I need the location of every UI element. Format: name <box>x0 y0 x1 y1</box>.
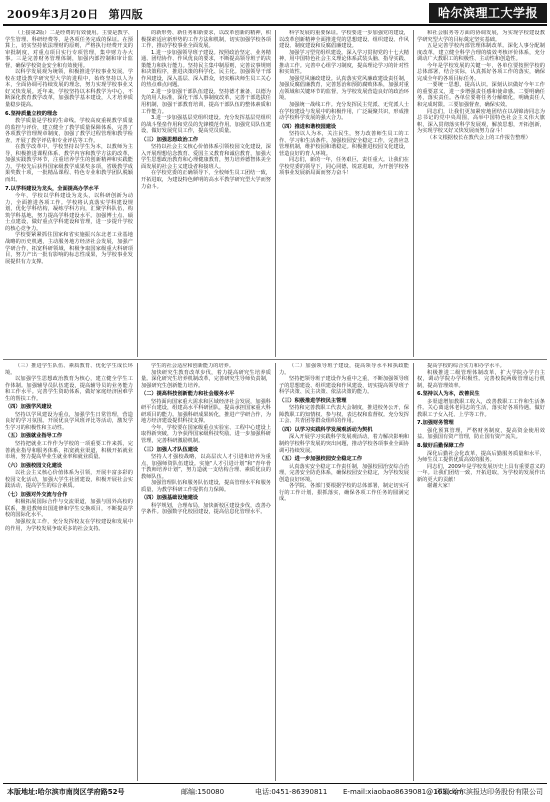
article-paragraph: 加快研究生教育改革步伐，着力提高研究生培养质量。深化研究生培养机制改革，完善研究生导师负责制，加强研究生创新能力培养。 <box>141 369 271 389</box>
section-heading: 7.加强财务管理 <box>417 420 454 427</box>
section-heading: （二）提高科技创新能力和社会服务水平 <box>141 391 235 398</box>
footer-email: E-mail:xiaobao8639081@163.com <box>343 788 464 796</box>
article-paragraph: 坚持人才强校战略，以高层次人才引进和培养为重点，加强师资队伍建设。实施“人才引进计划”和“青年骨干教师培养计划”，努力造就一支结构合理、素质优良的教师队伍。 <box>141 454 271 480</box>
column-bottom-mid <box>141 363 271 781</box>
article-paragraph: 加强管理队伍和服务队伍建设，提高管理水平和服务质量，为教学科研工作提供有力保障。 <box>141 480 271 493</box>
article-paragraph: 科学发展的重要保证。学校要进一步加强党的建设，以改革创新精神全面推进党的思想建设、组织建设、作风建设、制度建设和反腐倡廉建设。 <box>279 30 409 50</box>
article-paragraph: 在学校党委的正确领导下，全校师生员工团结一致，开拓进取，为建设特色鲜明的高水平教学研究型大学而努力奋斗。 <box>141 170 271 190</box>
article-paragraph: 坚持把就业工作作为学校的一项重要工作来抓，完善就业指导和服务体系，拓宽就业渠道，积极开拓就业市场，努力提高毕业生就业率和就业质量。 <box>5 441 133 461</box>
article-paragraph: 深入开展学习实践科学发展观活动，着力解决影响和制约学校科学发展的突出问题，推动学校各项事业全面协调可持续发展。 <box>279 434 409 454</box>
footer <box>3 785 547 799</box>
article-paragraph: 多渠道增加教职工收入，改善教职工工作和生活条件。关心离退休老同志的生活，落实好各项待遇。做好教职工子女入托、上学等工作。 <box>417 398 545 418</box>
column-top-left <box>5 30 133 357</box>
article-paragraph: 同志们，让我们更加紧密地团结在以胡锦涛同志为总书记的党中央周围，高举中国特色社会主义伟大旗帜，深入贯彻落实科学发展观，解放思想，开拓创新，为实现学校又好又快发展而努力奋斗！ <box>417 108 545 135</box>
article-paragraph: 各学院、各部门要根据学校的总体部署，制定切实可行的工作计划，狠抓落实，确保各项工作任务的圆满完成。 <box>279 483 409 503</box>
article-paragraph: 坚持面向国家重大需求和区域经济社会发展，加强科研平台建设，组建高水平科研团队，提高承担国家重大科研项目的能力。加强科研成果转化，推进产学研合作，为地方经济建设提供科技支撑。 <box>141 398 271 425</box>
section-heading: （五）进一步加强校园安全稳定工作 <box>279 456 363 463</box>
masthead-rule <box>3 24 547 26</box>
article-paragraph: 学校要紧紧抓住国家和省实施振兴东北老工业基地战略的历史机遇，主动服务地方经济社会发展，加强产学研合作，拓宽科研领域，积极争取国家级重大科研项目，努力产出一批有影响的标志性成果，为学校事业发展提供有力支撑。 <box>5 232 133 265</box>
column-divider <box>137 363 138 781</box>
section-heading: （三）加强思想政治工作 <box>141 136 199 143</box>
section-heading: （七）加强对外交流与合作 <box>5 491 68 498</box>
article-paragraph: 教学质量是学校的生命线。学校高度重视教学质量的监控与评价，建立健全了教学质量保障体系，完善了各项教学管理规章制度，加强了教学过程管理和教学检查，开展了教学评估和专业评估等工作。 <box>5 118 133 144</box>
column-divider <box>275 363 276 781</box>
article-paragraph: 1.进一步加强领导班子建设。按照政治坚定、业务精通、团结协作、作风优良的要求，不断提高领导班子的决策能力和执行能力。坚持民主集中制原则，完善议事规则和决策程序，推进决策的科学化、民主化。加强领导干部作风建设，深入基层、深入群众，切实解决师生员工关心的热点难点问题。 <box>141 49 271 89</box>
article-paragraph: 的新形势、新任务和新要求，以改革创新的精神，积极探索适应新形势的工作方法和机制，切实加强学校各项工作，推动学校事业全面发展。 <box>141 30 271 50</box>
article-paragraph: 坚持以社会主义核心价值体系引领校园文化建设，深入开展理想信念教育、爱国主义教育和诚信教育，加强大学生思想政治教育和心理健康教育，努力培养德智体美全面发展的社会主义建设者和接班人。 <box>141 144 271 170</box>
article-paragraph: （本文根据校长在教代会上的工作报告整理） <box>427 134 531 141</box>
newspaper-name: 哈尔滨理工大学报 <box>429 3 547 23</box>
section-heading: （五）加强就业指导工作 <box>5 433 63 440</box>
section-heading: （三）积极推进学校民主管理 <box>279 397 347 404</box>
article-paragraph: 2.进一步加强干部队伍建设。坚持德才兼备、以德为先的用人标准，深化干部人事制度改革，完善干部选拔任用机制，加强干部教育培训，提高干部队伍的整体素质和工作能力。 <box>141 88 271 115</box>
column-top-far-right <box>417 30 545 357</box>
article-paragraph: （二）加强领导班子建设，提高领导水平和执政能力。 <box>279 363 409 376</box>
section-heading: （四）以学习实践科学发展观活动为契机 <box>279 426 373 433</box>
footer-phone: 电话:0451-86390811 <box>255 788 328 796</box>
article-paragraph: （三）推进学生队伍、素质教育、优化学生成长环境。 <box>5 363 133 376</box>
article-paragraph: 坚持以学风建设为重点，加强学生日常管理，营造良好的学习氛围。开展优良学风班评比等活动，激发学生学习的积极性和主动性。 <box>5 411 133 431</box>
article-paragraph: 3.进一步加强基层党组织建设。充分发挥基层党组织的战斗堡垒作用和党员的先锋模范作用。加强党员队伍建设，做好发展党员工作，提高党员质量。 <box>141 115 271 135</box>
section-heading: 7.以学科建设为龙头，全面提高办学水平 <box>5 185 99 192</box>
article-paragraph: 坚持把领导班子建设作为重中之重，不断加强领导班子的思想建设、组织建设和作风建设，切实提高领导班子科学决策、民主决策、依法决策的能力。 <box>279 376 409 396</box>
article-paragraph: 积极拓展国际合作与交流渠道，加强与国外高校的联系，推进教师出国进修和学生交换项目，不断提高学校的国际化水平。 <box>5 499 133 519</box>
article-paragraph: 在教学改革中，学校坚持以学生为本，以教师为主导，积极推进课程体系、教学内容和教学方法的改革，加强实践教学环节，注重培养学生的创新精神和实践能力。学校先后获得国家级教学成果奖多项，省级教学成果奖数十项，一批精品课程、特色专业和教学团队脱颖而出。 <box>5 144 133 184</box>
article-paragraph: 同志们，新的一年，任务艰巨，责任重大。让我们在学校党委的领导下，同心同德，锐意进取，为开创学校各项事业发展新局面而努力奋斗！ <box>279 157 409 177</box>
masthead <box>3 3 547 29</box>
article-paragraph: 今年是学校发展的关键一年，各单位要按照学校的总体部署，结合实际，认真抓好各项工作的落实，确保完成全年的各项目标任务。 <box>417 62 545 82</box>
footer-address: 本版地址:哈尔滨市南岗区学府路52号 <box>7 788 125 796</box>
footer-rule <box>3 783 547 784</box>
article-paragraph: 加强学习型党组织建设。深入学习贯彻党的十七大精神，用中国特色社会主义理论体系武装头脑、指导实践、推动工作。完善中心组学习制度，提高理论学习的针对性和实效性。 <box>279 49 409 76</box>
article-paragraph: 谢谢大家！ <box>427 483 453 490</box>
section-heading: 8.做好后勤保障工作 <box>417 443 465 450</box>
section-heading: （四）加强学风建设 <box>5 404 52 411</box>
article-paragraph: 坚持和完善教职工代表大会制度，推进校务公开，保障教职工的知情权、参与权、表达权和监督权。充分发挥工会、共青团等群众组织的作用。 <box>279 405 409 425</box>
article-paragraph: 学生的社会适应和创新能力的培养。 <box>151 363 235 369</box>
column-divider <box>413 363 414 781</box>
article-paragraph: 加强统一战线工作。充分发挥民主党派、无党派人士在学校建设与发展中的积极作用，广泛凝聚共识，形成推动学校科学发展的强大合力。 <box>279 102 409 122</box>
article-paragraph: 加强党风廉政建设。认真落实党风廉政建设责任制，加强反腐倡廉教育，完善惩治和预防腐败体系，加强对重点领域和关键环节的监督，为学校发展营造良好的政治环境。 <box>279 75 409 102</box>
article-paragraph: （上接第2版）二是经费的有效使用。主要是教学、学生管理、科研经费等，是各项任务完成的保证。在预算上，切实坚持依法理财的原则，严格执行经费开支的审批制度，对重点项目实行专项管理，集中财力办大事。三是完善财务管理体制，加强内部控制和审计监督，确保学校资金安全和有效使用。 <box>5 30 133 69</box>
column-divider <box>137 30 138 357</box>
article-paragraph: 今年，学校以学科建设为龙头，以科研创新为动力，全面推进各项工作。学校将认真落实学科建设规划，优化学科结构，凝练学科方向，汇聚学科队伍，构筑学科基地，努力提高学科建设水平。加强博士点、硕士点建设，做好重点学科建设和管理，进一步提升学校的核心竞争力。 <box>5 193 133 232</box>
article-paragraph: 坚持以人为本，关注民生，努力改善师生员工的工作、学习和生活条件。加强校园安全稳定工作，完善应急管理机制，维护校园和谐稳定。积极推进校园文化建设，营造良好的育人环境。 <box>279 131 409 157</box>
page-number: 第四版 <box>108 8 144 21</box>
section-heading: （三）加强人才队伍建设 <box>141 446 199 453</box>
article-paragraph: 以加强学生思想政治教育为核心，建立健全学生工作体制。加强辅导员队伍建设，提高辅导员的业务能力和工作水平。完善学生资助体系，做好家庭经济困难学生的帮扶工作。 <box>5 376 133 402</box>
article-paragraph: 和社会服务等方面的协调发展，为实现学校建设教学研究型大学的目标奠定坚实基础。 <box>417 30 545 43</box>
section-heading: （四）推进和谐校园建设 <box>279 123 337 130</box>
newspaper-page <box>3 3 547 799</box>
article-paragraph: 积极推进二级管理体制改革，扩大学院办学自主权，调动学院办学积极性。完善校院两级管理运行机制，提高管理效率。 <box>417 369 545 389</box>
article-paragraph: 一要统一思想，提高认识。深刻认识做好今年工作的重要意义，进一步增强责任感和使命感。二要明确任务，落实责任。各单位要将任务分解细化，明确责任人和完成时限。三要加强督查，确保实效。 <box>417 82 545 109</box>
section-heading: 6.坚持以人为本，改善民生 <box>417 391 480 398</box>
column-bottom-far-right <box>417 363 545 781</box>
footer-printer: 印刷:哈尔滨报达印务股份有限公司 <box>435 788 543 796</box>
section-heading: （六）加强校园文化建设 <box>5 462 63 469</box>
article-paragraph: 深化后勤社会化改革，提高后勤服务质量和水平，为师生员工提供优质高效的服务。 <box>417 450 545 464</box>
footer-zip: 邮编:150080 <box>181 788 225 796</box>
article-paragraph: 科学规划，合理布局，加快新校区建设步伐，改善办学条件。加强数字化校园建设，提高信息化管理水平。 <box>141 502 271 516</box>
article-paragraph: 同志们，2009年是学校发展历史上具有重要意义的一年。让我们团结一致，开拓进取，为学校的发展作出新的更大的贡献！ <box>417 463 545 483</box>
article-paragraph: 提高学校的综合实力和办学水平。 <box>427 363 505 369</box>
column-divider <box>413 30 414 357</box>
article-paragraph: 以社会主义核心价值体系为引领，开展丰富多彩的校园文化活动，加强大学生社团建设，积极开展社会实践活动，提高学生的综合素质。 <box>5 470 133 490</box>
column-top-right <box>279 30 409 357</box>
column-divider <box>275 30 276 357</box>
article-paragraph: 强化预算管理，严格财务制度，提高资金使用效益。加强国有资产管理，防止国有资产流失。 <box>417 427 545 441</box>
article-paragraph: 以科学发展观为统领，积极推进学校事业发展。学校在建设教学研究型大学的进程中，始终坚持以人为本，全面协调可持续发展的理念，努力实现学校事业又好又快发展。近年来，学校坚持以本科教学为中心，不断深化教育教学改革，加强教学基本建设，人才培养质量稳步提高。 <box>5 69 133 109</box>
column-top-mid <box>141 30 271 357</box>
section-divider <box>3 359 547 360</box>
column-bottom-left <box>5 363 133 781</box>
issue-date-line <box>7 6 143 22</box>
section-heading: 6.坚持质量立校的理念 <box>5 110 58 117</box>
issue-date: 2009年3月20日 <box>7 8 99 21</box>
article-paragraph: 加强校友工作，充分发挥校友在学校建设和发展中的作用，为学校发展争取更多的社会支持。 <box>5 519 133 532</box>
article-paragraph: 今年，学校要在国家级重点实验室、工程中心建设上取得新突破，力争获得国家级科技奖励。进一步加强科研管理，完善科研激励机制。 <box>141 424 271 445</box>
article-paragraph: 认真落实安全稳定工作责任制，加强校园治安综合治理，完善安全防范体系，确保校园安全稳定，为学校发展创造良好环境。 <box>279 463 409 483</box>
section-heading: （四）加强基础设施建设 <box>141 495 199 502</box>
article-paragraph: 五是完善学校内部管理体制改革。深化人事分配制度改革，建立健全科学合理的绩效考核评价体系，充分调动广大教职工的积极性、主动性和创造性。 <box>417 43 545 63</box>
column-bottom-right <box>279 363 409 781</box>
